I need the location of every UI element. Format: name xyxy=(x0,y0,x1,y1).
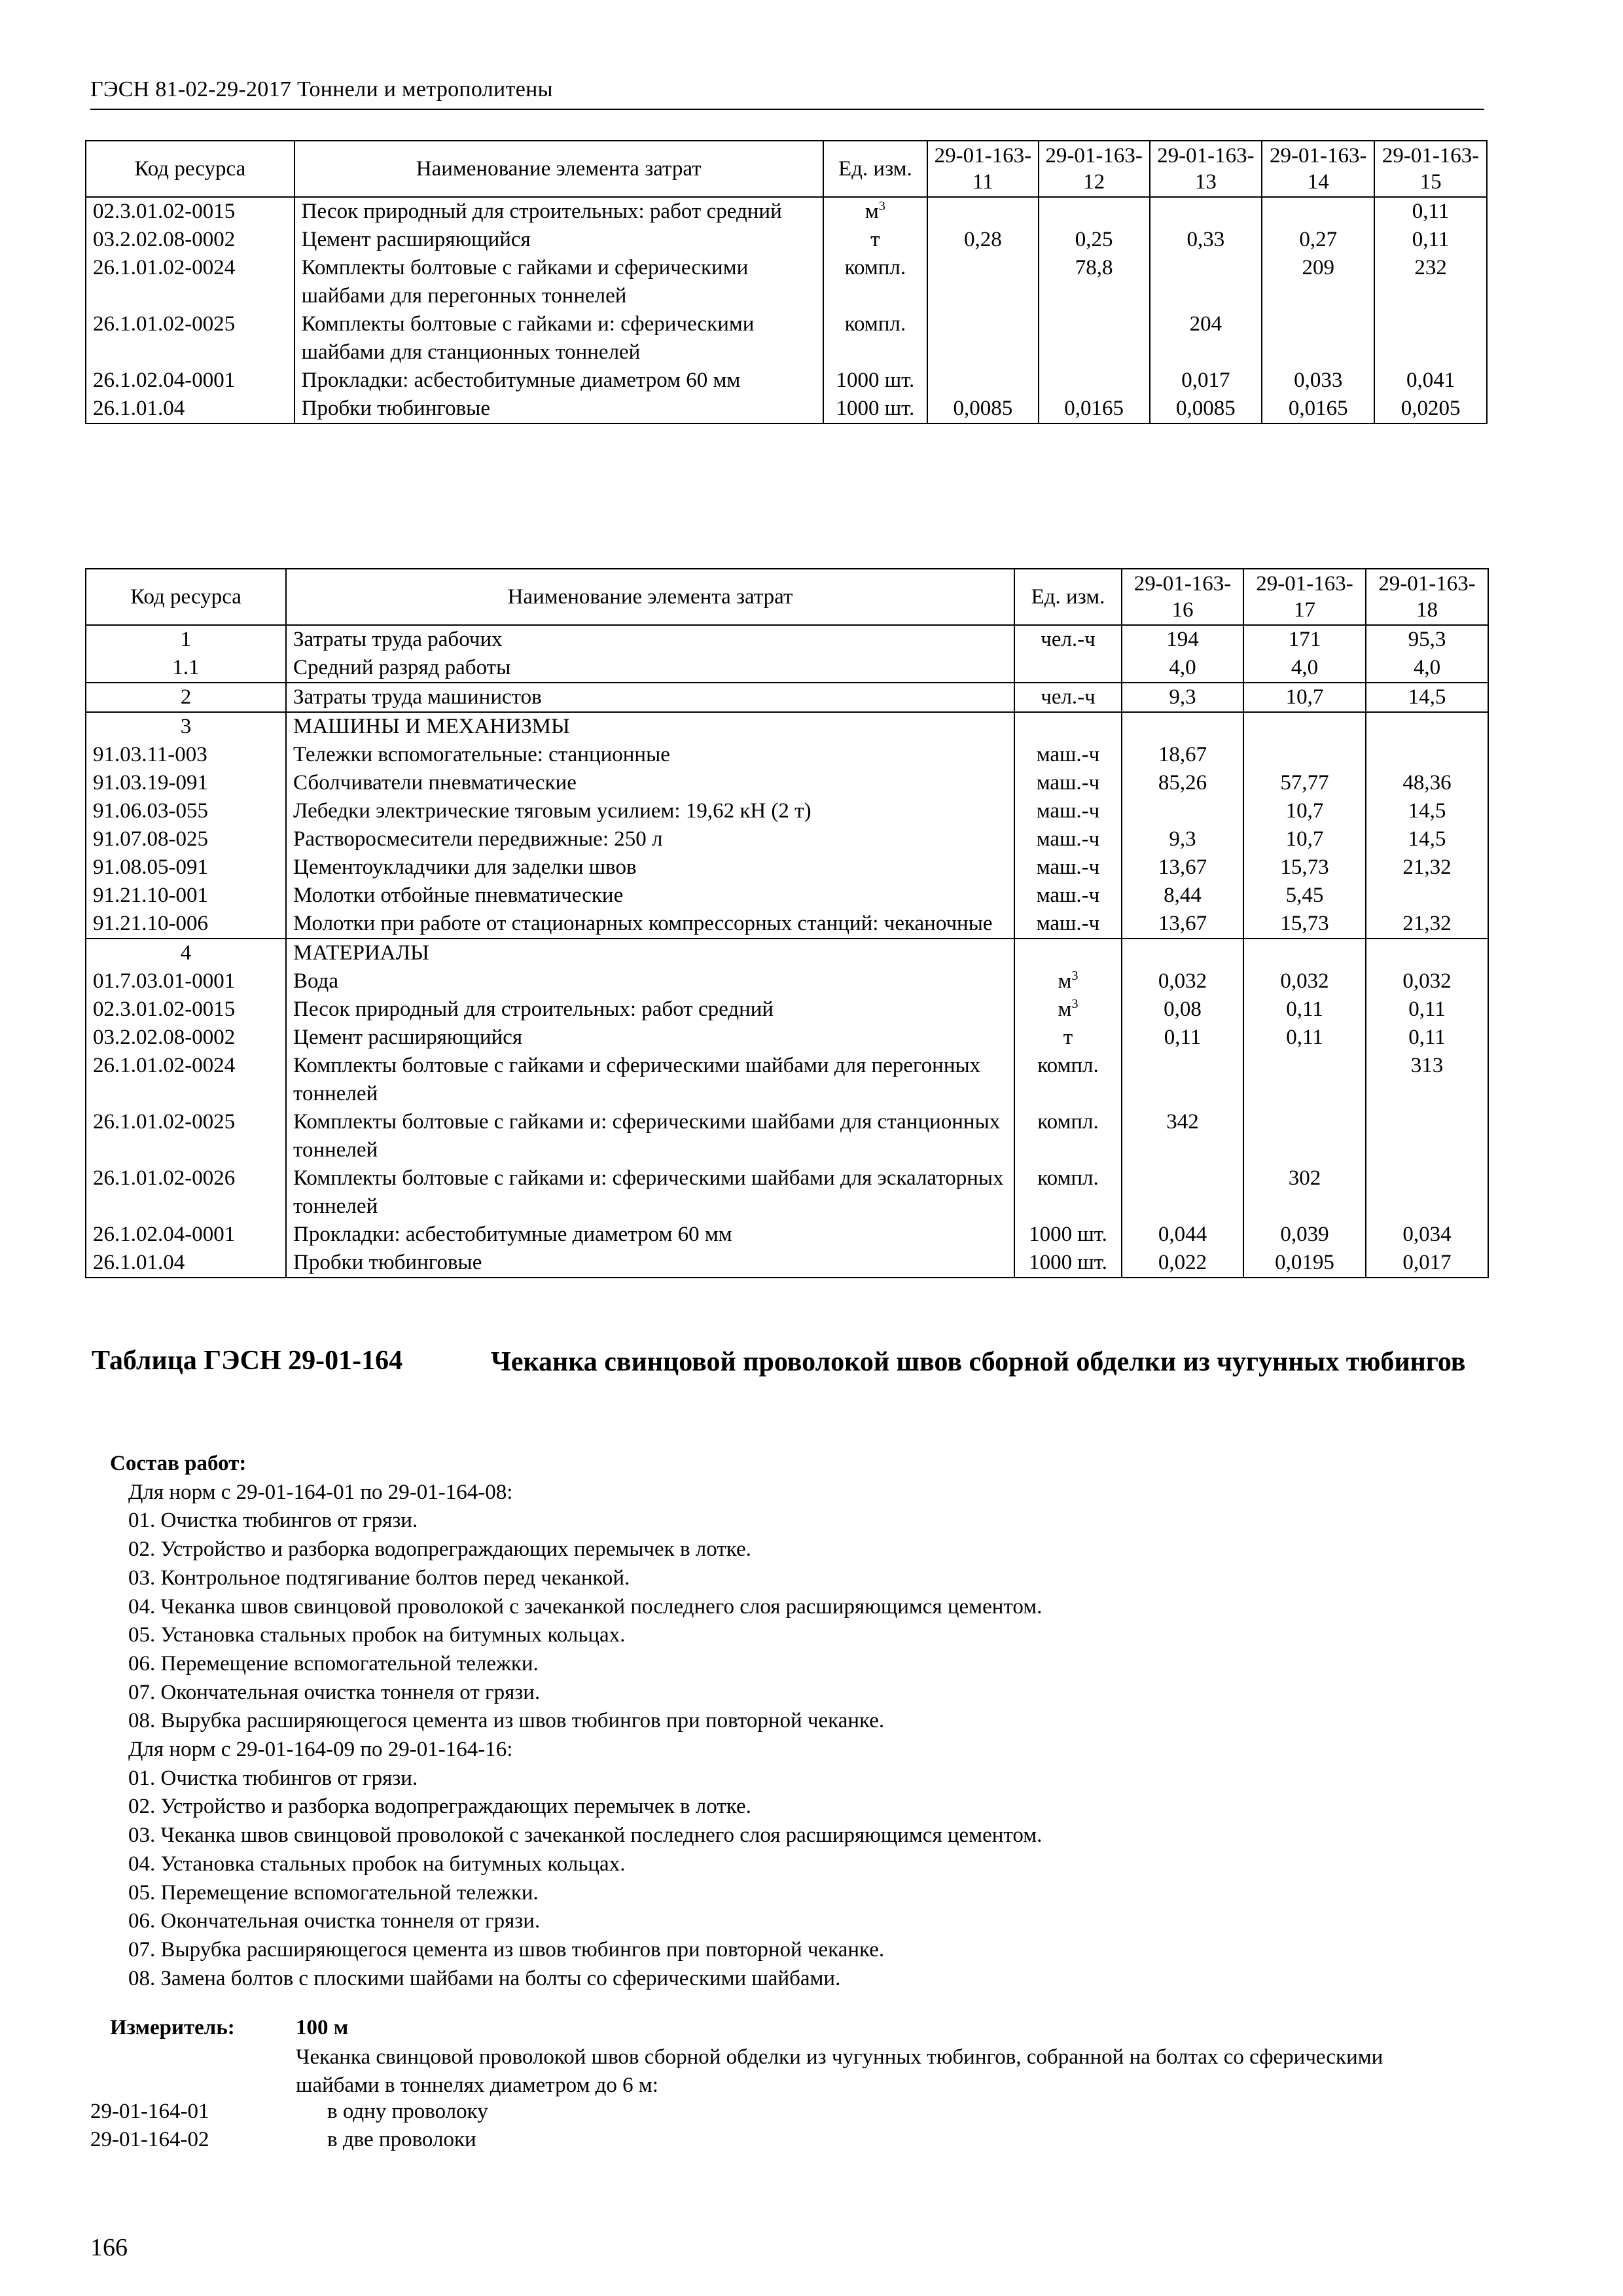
col-header-norm: 29-01-163-11 xyxy=(927,141,1039,197)
resource-row xyxy=(86,741,1488,769)
resource-row xyxy=(86,1108,1488,1164)
resource-code: 26.1.01.02-0025 xyxy=(86,1108,286,1164)
norm-value: 10,7 xyxy=(1243,797,1366,825)
resource-code: 91.08.05-091 xyxy=(86,853,286,882)
norm-value: 13,67 xyxy=(1122,853,1243,882)
resource-unit: компл. xyxy=(1014,1052,1122,1108)
resource-unit xyxy=(1014,654,1122,683)
norm-value xyxy=(1122,797,1243,825)
norm-value: 302 xyxy=(1243,1164,1366,1221)
norm-value: 313 xyxy=(1366,1052,1488,1108)
resource-unit: компл. xyxy=(1014,1164,1122,1221)
resource-unit: компл. xyxy=(823,254,927,310)
resource-row xyxy=(86,769,1488,797)
norm-value: 10,7 xyxy=(1243,825,1366,853)
work-item: 05. Перемещение вспомогательной тележки. xyxy=(128,1880,539,1905)
resource-name: Комплекты болтовые с гайками и сферическими шайбами для перегонных тоннелей xyxy=(294,254,823,310)
page-number: 166 xyxy=(90,2234,128,2261)
norm-value: 0,11 xyxy=(1366,1024,1488,1052)
resource-name: Затраты труда машинистов xyxy=(286,683,1014,712)
norm-value xyxy=(1262,197,1374,226)
section-row xyxy=(86,654,1488,683)
norm-value xyxy=(1366,939,1488,967)
norm-value xyxy=(1039,310,1150,367)
resource-row xyxy=(86,910,1488,939)
norm-value: 4,0 xyxy=(1243,654,1366,683)
norm-value: 4,0 xyxy=(1122,654,1243,683)
col-header-code: Код ресурса xyxy=(86,141,294,197)
norm-value: 204 xyxy=(1150,310,1262,367)
resource-row xyxy=(86,197,1487,226)
col-header-norm: 29-01-163-14 xyxy=(1262,141,1374,197)
resource-code: 03.2.02.08-0002 xyxy=(86,226,294,254)
work-item: 06. Окончательная очистка тоннеля от грязи. xyxy=(128,1909,541,1933)
norm-value: 0,034 xyxy=(1366,1221,1488,1249)
norm-value: 0,27 xyxy=(1262,226,1374,254)
norm-value: 0,0165 xyxy=(1262,395,1374,423)
running-header: ГЭСН 81-02-29-2017 Тоннели и метрополитены xyxy=(90,77,553,101)
resource-name: Прокладки: асбестобитумные диаметром 60 мм xyxy=(294,367,823,395)
norm-value: 0,032 xyxy=(1122,967,1243,996)
norm-value: 342 xyxy=(1122,1108,1243,1164)
norm-value xyxy=(1366,1108,1488,1164)
norm-value xyxy=(1243,939,1366,967)
resource-name: Комплекты болтовые с гайками и: сферическими шайбами для станционных тоннелей xyxy=(294,310,823,367)
work-item: 07. Окончательная очистка тоннеля от грязи. xyxy=(128,1680,541,1704)
resource-name: Растворосмесители передвижные: 250 л xyxy=(286,825,1014,853)
resource-code: 01.7.03.01-0001 xyxy=(86,967,286,996)
norm-value: 13,67 xyxy=(1122,910,1243,939)
resource-code: 26.1.02.04-0001 xyxy=(86,1221,286,1249)
norm-value xyxy=(1243,712,1366,741)
resource-code: 26.1.01.02-0024 xyxy=(86,1052,286,1108)
resource-unit: т xyxy=(823,226,927,254)
col-header-norm: 29-01-163-17 xyxy=(1243,569,1366,625)
norm-value: 0,11 xyxy=(1122,1024,1243,1052)
norm-value: 48,36 xyxy=(1366,769,1488,797)
resource-name: Комплекты болтовые с гайками и: сферическими шайбами для станционных тоннелей xyxy=(286,1108,1014,1164)
col-header-code: Код ресурса xyxy=(86,569,286,625)
norm-value: 15,73 xyxy=(1243,910,1366,939)
section-row xyxy=(86,683,1488,712)
norm-description: в две проволоки xyxy=(327,2128,476,2151)
norm-value: 85,26 xyxy=(1122,769,1243,797)
norm-value: 0,032 xyxy=(1366,967,1488,996)
resource-row xyxy=(86,1024,1488,1052)
norm-value: 14,5 xyxy=(1366,683,1488,712)
resource-unit: маш.-ч xyxy=(1014,825,1122,853)
norm-value: 0,044 xyxy=(1122,1221,1243,1249)
meter-label: Измеритель: xyxy=(110,2016,235,2039)
section-row xyxy=(86,712,1488,741)
resource-code: 02.3.01.02-0015 xyxy=(86,197,294,226)
resource-name: Вода xyxy=(286,967,1014,996)
resource-name: Пробки тюбинговые xyxy=(286,1249,1014,1278)
norm-value: 0,0205 xyxy=(1374,395,1487,423)
resource-unit: компл. xyxy=(1014,1108,1122,1164)
resource-unit: компл. xyxy=(823,310,927,367)
norm-value: 0,25 xyxy=(1039,226,1150,254)
resource-row xyxy=(86,310,1487,367)
resource-unit xyxy=(1014,939,1122,967)
norm-value xyxy=(1122,712,1243,741)
work-item: 04. Чеканка швов свинцовой проволокой с зачеканкой последнего слоя расширяющимся цементом. xyxy=(128,1594,1043,1619)
resource-name: Цементоукладчики для заделки швов xyxy=(286,853,1014,882)
resource-row xyxy=(86,395,1487,423)
norm-value: 0,017 xyxy=(1150,367,1262,395)
norm-value: 0,33 xyxy=(1150,226,1262,254)
section-row xyxy=(86,625,1488,654)
norm-value: 0,039 xyxy=(1243,1221,1366,1249)
norm-value xyxy=(927,367,1039,395)
col-header-name: Наименование элемента затрат xyxy=(286,569,1014,625)
resource-row xyxy=(86,853,1488,882)
norm-value: 0,0195 xyxy=(1243,1249,1366,1278)
norm-value xyxy=(1366,1164,1488,1221)
resource-code: 26.1.02.04-0001 xyxy=(86,367,294,395)
norm-value xyxy=(927,310,1039,367)
resource-unit xyxy=(1014,712,1122,741)
norm-value: 0,11 xyxy=(1243,996,1366,1024)
resource-unit: маш.-ч xyxy=(1014,910,1122,939)
norm-value: 18,67 xyxy=(1122,741,1243,769)
resource-name: МАШИНЫ И МЕХАНИЗМЫ xyxy=(286,712,1014,741)
norm-code: 29-01-164-02 xyxy=(90,2128,209,2151)
resource-name: Тележки вспомогательные: станционные xyxy=(286,741,1014,769)
resource-row xyxy=(86,967,1488,996)
resource-unit: 1000 шт. xyxy=(823,395,927,423)
work-item: 06. Перемещение вспомогательной тележки. xyxy=(128,1651,539,1676)
work-item: 05. Установка стальных пробок на битумных кольцах. xyxy=(128,1623,626,1647)
norm-value: 9,3 xyxy=(1122,683,1243,712)
works-label: Состав работ: xyxy=(110,1452,247,1475)
resource-row xyxy=(86,797,1488,825)
norm-value: 0,022 xyxy=(1122,1249,1243,1278)
norm-value: 14,5 xyxy=(1366,825,1488,853)
resource-unit: т xyxy=(1014,1024,1122,1052)
norm-value: 21,32 xyxy=(1366,910,1488,939)
resource-unit: 1000 шт. xyxy=(1014,1221,1122,1249)
norm-value xyxy=(1039,197,1150,226)
resource-name: Прокладки: асбестобитумные диаметром 60 мм xyxy=(286,1221,1014,1249)
norm-value xyxy=(1122,1052,1243,1108)
work-item: 03. Чеканка швов свинцовой проволокой с зачеканкой последнего слоя расширяющимся цементом. xyxy=(128,1823,1043,1848)
resource-code: 91.21.10-006 xyxy=(86,910,286,939)
norm-value xyxy=(1262,310,1374,367)
resource-code: 26.1.01.02-0026 xyxy=(86,1164,286,1221)
resource-name: Песок природный для строительных: работ средний xyxy=(286,996,1014,1024)
work-item: Для норм с 29-01-164-09 по 29-01-164-16: xyxy=(128,1738,513,1762)
resource-row xyxy=(86,882,1488,910)
work-item: 02. Устройство и разборка водопреграждающих перемычек в лотке. xyxy=(128,1537,751,1562)
col-header-norm: 29-01-163-18 xyxy=(1366,569,1488,625)
resource-code: 26.1.01.02-0024 xyxy=(86,254,294,310)
section-row xyxy=(86,939,1488,967)
resource-unit: $м^3$ xyxy=(1014,996,1122,1024)
resource-name: Молотки отбойные пневматические xyxy=(286,882,1014,910)
norm-value xyxy=(1243,1108,1366,1164)
works-list xyxy=(110,1450,1042,1993)
resource-unit: 1000 шт. xyxy=(823,367,927,395)
col-header-name: Наименование элемента затрат xyxy=(294,141,823,197)
resource-row xyxy=(86,254,1487,310)
resource-table-163-11-15 xyxy=(85,140,1488,424)
resource-unit: маш.-ч xyxy=(1014,769,1122,797)
resource-unit: 1000 шт. xyxy=(1014,1249,1122,1278)
norm-value: 232 xyxy=(1374,254,1487,310)
resource-unit: маш.-ч xyxy=(1014,797,1122,825)
meter-description: Чеканка свинцовой проволокой швов сборной обделки из чугунных тюбингов, собранной на болтах со сферическими шайбами в тоннелях диаметром до 6 м: xyxy=(296,2045,1383,2097)
meter-value: 100 м xyxy=(296,2016,349,2039)
resource-row xyxy=(86,226,1487,254)
resource-name: Молотки при работе от стационарных компрессорных станций: чеканочные xyxy=(286,910,1014,939)
norm-value: 0,28 xyxy=(927,226,1039,254)
work-item: 02. Устройство и разборка водопреграждающих перемычек в лотке. xyxy=(128,1795,751,1819)
table-number: Таблица ГЭСН 29-01-164 xyxy=(92,1346,403,1376)
norm-value: 0,0165 xyxy=(1039,395,1150,423)
resource-unit: чел.-ч xyxy=(1014,683,1122,712)
work-item: 01. Очистка тюбингов от грязи. xyxy=(128,1509,418,1533)
norm-value: 0,11 xyxy=(1243,1024,1366,1052)
work-item: 03. Контрольное подтягивание болтов перед чеканкой. xyxy=(128,1566,630,1590)
resource-code: 03.2.02.08-0002 xyxy=(86,1024,286,1052)
norm-value: 15,73 xyxy=(1243,853,1366,882)
norm-value: 0,017 xyxy=(1366,1249,1488,1278)
resource-name: Затраты труда рабочих xyxy=(286,625,1014,654)
norm-value: 8,44 xyxy=(1122,882,1243,910)
norm-value: 0,032 xyxy=(1243,967,1366,996)
norm-value xyxy=(1150,254,1262,310)
norm-value xyxy=(1150,197,1262,226)
norm-value: 10,7 xyxy=(1243,683,1366,712)
norm-value: 21,32 xyxy=(1366,853,1488,882)
norm-value: 0,0085 xyxy=(1150,395,1262,423)
norm-value: 95,3 xyxy=(1366,625,1488,654)
norm-value xyxy=(927,254,1039,310)
resource-code: 4 xyxy=(86,939,286,967)
work-item: 01. Очистка тюбингов от грязи. xyxy=(128,1766,418,1790)
norm-value: 9,3 xyxy=(1122,825,1243,853)
norm-value: 0,08 xyxy=(1122,996,1243,1024)
col-header-norm: 29-01-163-16 xyxy=(1122,569,1243,625)
resource-code: 3 xyxy=(86,712,286,741)
norm-value xyxy=(927,197,1039,226)
table-title: Чеканка свинцовой проволокой швов сборной обделки из чугунных тюбингов xyxy=(491,1347,1466,1377)
resource-unit: маш.-ч xyxy=(1014,741,1122,769)
norm-value xyxy=(1374,310,1487,367)
norm-description: в одну проволоку xyxy=(327,2100,488,2123)
resource-table-163-16-18 xyxy=(85,568,1489,1278)
resource-unit: $м^3$ xyxy=(1014,967,1122,996)
norm-value: 209 xyxy=(1262,254,1374,310)
work-item: 08. Вырубка расширяющегося цемента из швов тюбингов при повторной чеканке. xyxy=(128,1709,885,1733)
norm-value: 0,11 xyxy=(1374,197,1487,226)
norm-value: 14,5 xyxy=(1366,797,1488,825)
resource-name: Комплекты болтовые с гайками и: сферическими шайбами для эскалаторных тоннелей xyxy=(286,1164,1014,1221)
norm-value xyxy=(1243,1052,1366,1108)
resource-name: Лебедки электрические тяговым усилием: 19,62 кН (2 т) xyxy=(286,797,1014,825)
work-item: 04. Установка стальных пробок на битумных кольцах. xyxy=(128,1852,626,1876)
resource-code: 2 xyxy=(86,683,286,712)
resource-code: 02.3.01.02-0015 xyxy=(86,996,286,1024)
norm-value xyxy=(1366,741,1488,769)
resource-code: 91.06.03-055 xyxy=(86,797,286,825)
resource-name: Песок природный для строительных: работ средний xyxy=(294,197,823,226)
resource-code: 26.1.01.02-0025 xyxy=(86,310,294,367)
norm-value xyxy=(1243,741,1366,769)
resource-code: 1 xyxy=(86,625,286,654)
norm-value: 171 xyxy=(1243,625,1366,654)
norm-value: 0,041 xyxy=(1374,367,1487,395)
norm-value: 0,033 xyxy=(1262,367,1374,395)
norm-value xyxy=(1122,1164,1243,1221)
header-rule xyxy=(90,109,1484,110)
col-header-unit: Ед. изм. xyxy=(1014,569,1122,625)
norm-value: 78,8 xyxy=(1039,254,1150,310)
resource-row xyxy=(86,825,1488,853)
resource-code: 91.03.19-091 xyxy=(86,769,286,797)
norm-value xyxy=(1366,712,1488,741)
resource-row xyxy=(86,996,1488,1024)
work-item: Для норм с 29-01-164-01 по 29-01-164-08: xyxy=(128,1480,513,1504)
resource-row xyxy=(86,1052,1488,1108)
work-item: 07. Вырубка расширяющегося цемента из швов тюбингов при повторной чеканке. xyxy=(128,1937,885,1962)
resource-code: 91.03.11-003 xyxy=(86,741,286,769)
norm-code: 29-01-164-01 xyxy=(90,2100,209,2123)
resource-unit: маш.-ч xyxy=(1014,853,1122,882)
resource-code: 26.1.01.04 xyxy=(86,395,294,423)
norm-value: 5,45 xyxy=(1243,882,1366,910)
norm-value: 4,0 xyxy=(1366,654,1488,683)
work-item: 08. Замена болтов с плоскими шайбами на болты со сферическими шайбами. xyxy=(128,1966,841,1990)
resource-code: 26.1.01.04 xyxy=(86,1249,286,1278)
resource-row xyxy=(86,1164,1488,1221)
norm-value: 0,11 xyxy=(1374,226,1487,254)
col-header-norm: 29-01-163-15 xyxy=(1374,141,1487,197)
resource-name: Цемент расширяющийся xyxy=(286,1024,1014,1052)
resource-code: 91.07.08-025 xyxy=(86,825,286,853)
resource-name: Цемент расширяющийся xyxy=(294,226,823,254)
col-header-unit: Ед. изм. xyxy=(823,141,927,197)
resource-unit: маш.-ч xyxy=(1014,882,1122,910)
col-header-norm: 29-01-163-13 xyxy=(1150,141,1262,197)
resource-row xyxy=(86,1221,1488,1249)
norm-value xyxy=(1122,939,1243,967)
resource-name: МАТЕРИАЛЫ xyxy=(286,939,1014,967)
resource-row xyxy=(86,1249,1488,1278)
resource-name: Пробки тюбинговые xyxy=(294,395,823,423)
resource-name: Сболчиватели пневматические xyxy=(286,769,1014,797)
resource-row xyxy=(86,367,1487,395)
norm-value: 57,77 xyxy=(1243,769,1366,797)
resource-name: Комплекты болтовые с гайками и сферическими шайбами для перегонных тоннелей xyxy=(286,1052,1014,1108)
resource-code: 1.1 xyxy=(86,654,286,683)
resource-unit: чел.-ч xyxy=(1014,625,1122,654)
norm-value: 194 xyxy=(1122,625,1243,654)
norm-value xyxy=(1039,367,1150,395)
resource-name: Средний разряд работы xyxy=(286,654,1014,683)
resource-unit: $м^3$ xyxy=(823,197,927,226)
norm-value xyxy=(1366,882,1488,910)
norm-value: 0,11 xyxy=(1366,996,1488,1024)
norm-value: 0,0085 xyxy=(927,395,1039,423)
resource-code: 91.21.10-001 xyxy=(86,882,286,910)
col-header-norm: 29-01-163-12 xyxy=(1039,141,1150,197)
